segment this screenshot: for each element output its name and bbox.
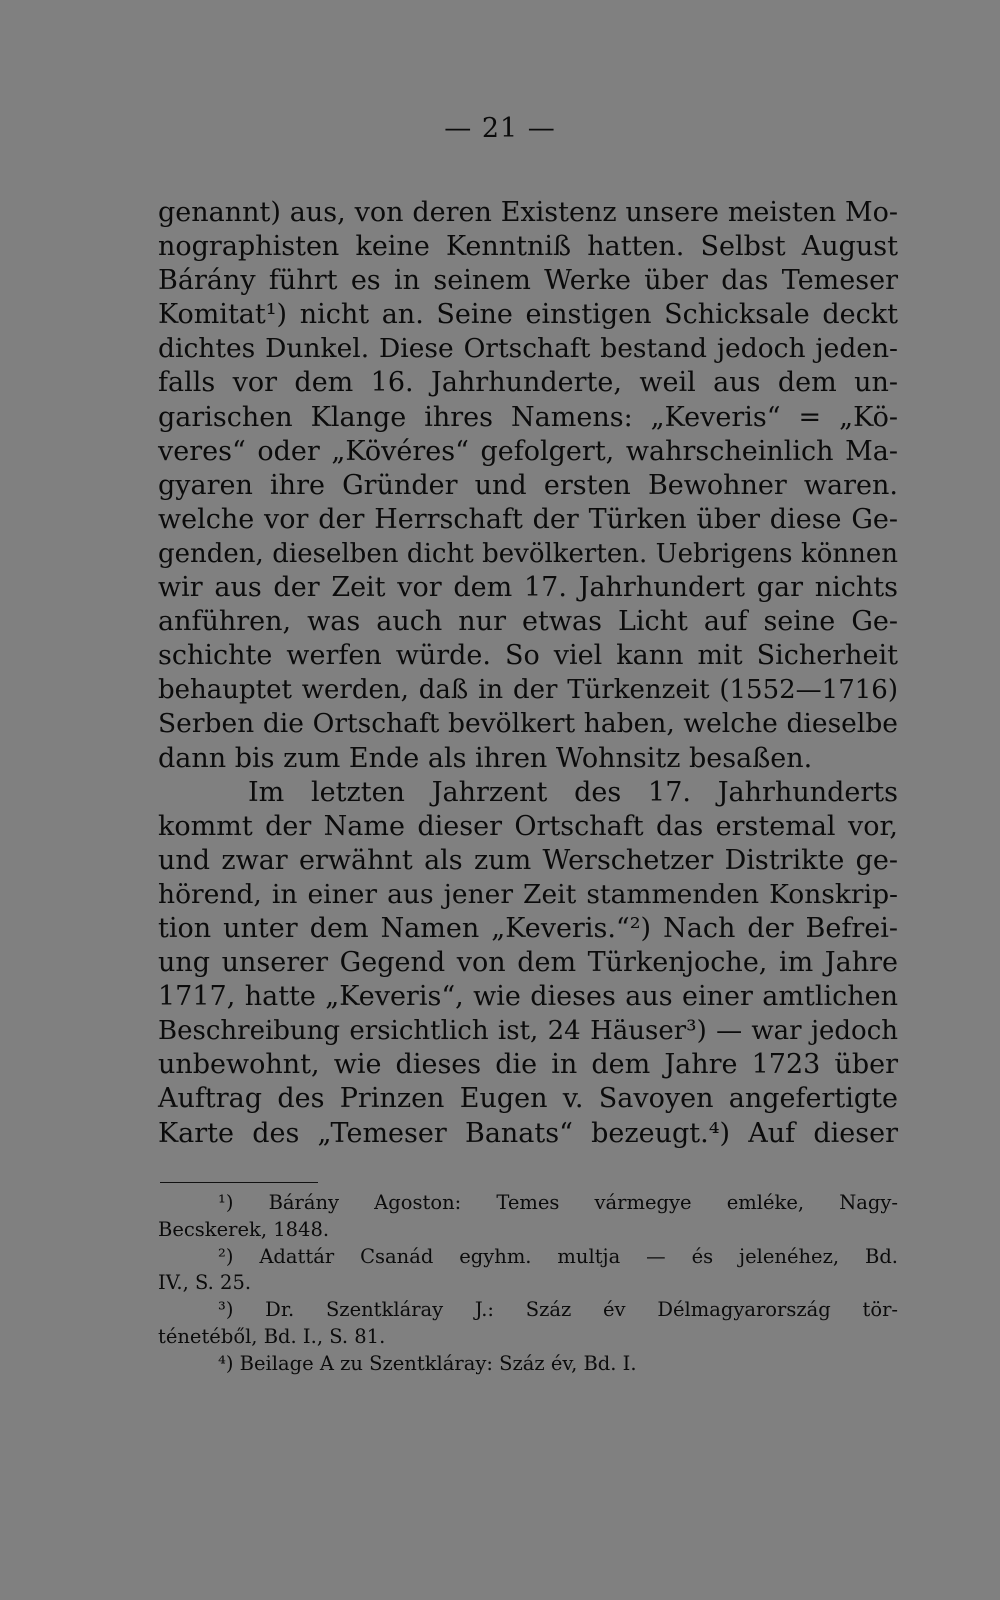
footnote-line: IV., S. 25. — [158, 1271, 252, 1295]
text-line: falls vor dem 16. Jahrhunderte, weil aus dem un- — [158, 367, 898, 399]
footnotes — [158, 1190, 898, 1378]
text-line: behauptet werden, daß in der Türkenzeit (1552—1716) — [158, 675, 898, 706]
text-line: Im letzten Jahrzent des 17. Jahrhunderts — [248, 776, 898, 808]
text-line: schichte werfen würde. So viel kann mit Sicherheit — [158, 640, 898, 672]
text-line: welche vor der Herrschaft der Türken über diese Ge- — [158, 503, 898, 535]
footnote-line: ténetéből, Bd. I., S. 81. — [158, 1324, 386, 1348]
text-line: Serben die Ortschaft bevölkert haben, welche dieselbe — [158, 708, 898, 740]
footnote-line: ⁴) Beilage A zu Szentkláray: Száz év, Bd. I. — [218, 1351, 637, 1375]
text-line: unbewohnt, wie dieses die in dem Jahre 1723 über — [158, 1049, 898, 1081]
text-line: genannt) aus, von deren Existenz unsere meisten Mo- — [158, 197, 898, 228]
footnote-divider — [160, 1182, 318, 1183]
text-line: Karte des „Temeser Banats“ bezeugt.⁴) Auf dieser — [158, 1117, 898, 1149]
text-line: dann bis zum Ende als ihren Wohnsitz besaßen. — [158, 742, 813, 774]
footnote-line: ¹) Bárány Agoston: Temes vármegye emléke, Nagy- — [218, 1191, 898, 1214]
text-line: Bárány führt es in seinem Werke über das Temeser — [158, 265, 898, 297]
body-text — [158, 196, 898, 1151]
footnote-line: ³) Dr. Szentkláray J.: Száz év Délmagyarország tör- — [218, 1298, 898, 1322]
text-line: kommt der Name dieser Ortschaft das erstemal vor, — [158, 810, 898, 842]
text-line: wir aus der Zeit vor dem 17. Jahrhundert gar nichts — [158, 572, 898, 604]
footnote-line: Becskerek, 1848. — [158, 1217, 330, 1241]
text-line: anführen, was auch nur etwas Licht auf seine Ge- — [158, 606, 898, 638]
text-line: tion unter dem Namen „Keveris.“²) Nach der Befrei- — [158, 912, 898, 944]
text-line: ung unserer Gegend von dem Türkenjoche, im Jahre — [158, 947, 898, 979]
text-line: 1717, hatte „Keveris“, wie dieses aus einer amtlichen — [158, 981, 898, 1013]
text-line: und zwar erwähnt als zum Werschetzer Distrikte ge- — [158, 844, 898, 876]
text-line: veres“ oder „Kövéres“ gefolgert, wahrscheinlich Ma- — [158, 435, 898, 467]
text-line: genden, dieselben dicht bevölkerten. Uebrigens können — [158, 538, 898, 569]
text-line: gyaren ihre Gründer und ersten Bewohner waren. — [158, 469, 898, 501]
footnote-line: ²) Adattár Csanád egyhm. multja — és jelenéhez, Bd. — [218, 1244, 898, 1268]
page-number: — 21 — — [444, 113, 556, 144]
text-line: garischen Klange ihres Namens: „Keveris“ = „Kö- — [158, 401, 898, 433]
text-line: dichtes Dunkel. Diese Ortschaft bestand jedoch jeden- — [158, 333, 898, 365]
text-line: hörend, in einer aus jener Zeit stammenden Konskrip- — [158, 878, 898, 910]
text-line: nographisten keine Kenntniß hatten. Selbst August — [158, 231, 898, 263]
text-line: Komitat¹) nicht an. Seine einstigen Schicksale deckt — [158, 299, 898, 331]
text-line: Auftrag des Prinzen Eugen v. Savoyen angefertigte — [158, 1083, 898, 1115]
text-line: Beschreibung ersichtlich ist, 24 Häuser³) — war jedoch — [158, 1016, 898, 1047]
